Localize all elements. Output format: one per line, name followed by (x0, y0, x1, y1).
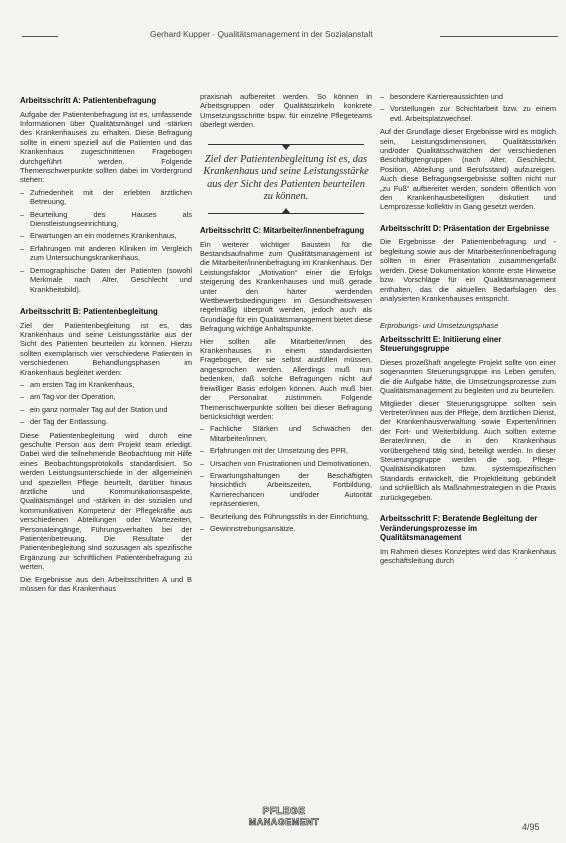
section-e-paragraph: Dieses prozeßhaft angelegte Projekt sollte von einer sogenannten Steuerungsgruppe ins Leben gerufen, die die Aufgabe hätte, die Umsetzungsprozesse zum Qualitätsmanagement zu begleiten und zu beurteilen. (380, 357, 556, 396)
section-c-list (200, 424, 372, 533)
list-item: – Gewinnstrebungsansätze. (200, 524, 372, 533)
section-c-paragraph-2: Hier sollten alle Mitarbeiter/innen des Krankenhauses in einem standardisierten Fragebogen, der sie selbst ausfüllen müssen, angesprochen werden. Allerdings muß nun bedenken, daß solche Befragungen nicht auf freiwilliger Basis erfolgen können. Auch muß hier der Personalrat zustimmen. Folgende Themenschwerpunkte sollten bei dieser Befragung berücksichtigt werden: (200, 336, 372, 421)
list-item: – ein ganz normaler Tag auf der Station und (20, 405, 192, 414)
column-2 (200, 92, 372, 537)
list-item: – Erwartungen an ein modernes Krankenhaus, (20, 231, 192, 240)
list-item: – Beurteilung des Führungsstils in der Einrichtung, (200, 512, 372, 521)
section-a-list (20, 188, 192, 294)
logo-line-2: MANAGEMENT (248, 817, 320, 827)
list-item: – Erfahrungen mit der Umsetzung des PPR, (200, 446, 372, 455)
section-c-paragraph: Ein weiterer wichtiger Baustein für die Bestandsaufnahme zum Qualitätsmanagement ist die Mitarbeiter/innenbefragung im Krankenhaus. Der Leistungsfaktor „Motivation“ einer die Erfolgs steigerung des Krankenhauses und muß gerade unter den härter werdenden Wettbewerbsbedingungen im Gesundheitswesen regelmäßig überprüft werden, jedoch auch als Grundlage für ein Qualitätsmanagement bietet diese Befragung wichtige Anhaltspunkte. (200, 239, 372, 334)
running-header: Gerhard Kupper · Qualitätsmanagement in der Sozialanstalt (150, 29, 373, 39)
logo-line-1: PFLEGE (262, 806, 306, 817)
list-item: – Vorstellungen zur Schichtarbeit bzw. zu einem evtl. Arbeitsplatzwechsel. (380, 104, 556, 123)
section-a-heading: Arbeitsschritt A: Patientenbefragung (20, 96, 157, 105)
results-paragraph: Auf der Grundlage dieser Ergebnisse wird es möglich sein, Leistungsdimensionen, Qualitätsstärken und/oder Qualitätsschwächen der verschiedenen Beschäftigtengruppen (nach Alter, Geschlecht, Position, Abteilung und Berufsstand) aufzuzeigen. Auch diese Befragungsergebnisse sollten nicht nur „zu Fuß“ aufbereitet werden, sondern öffentlich von den Krankenhausbeteiligten diskutiert und Lernprozesse kollektiv in Gang gesetzt werden. (380, 127, 556, 212)
continued-paragraph: praxisnah aufbereitet werden. So können in Arbeitsgruppen oder Qualitätszirkeln konkrete Umsetzungsschritte bspw. für einzelne Pflegeteams überlegt werden. (200, 92, 372, 130)
list-item: – Fachliche Stärken und Schwächen der Mitarbeiter/innen, (200, 424, 372, 443)
section-b-heading: Arbeitsschritt B: Patientenbegleitung (20, 306, 158, 316)
section-b-paragraph-3: Die Ergebnisse aus den Arbeitsschritten A und B müssen für das Krankenhaus (20, 574, 192, 594)
pull-quote (200, 144, 372, 214)
continued-list (380, 92, 556, 123)
section-f-paragraph: Im Rahmen dieses Konzeptes wird das Krankenhaus geschäftsleitung durch (380, 546, 556, 566)
list-item: – der Tag der Entlassung. (20, 417, 192, 426)
section-f-heading: Arbeitsschritt F: Beratende Begleitung der Veränderungsprozesse im Qualitätsmanagement (380, 514, 538, 543)
list-item: – besondere Karriereaussichten und (380, 92, 556, 101)
section-e-paragraph-2: Mitglieder dieser Steuerungsgruppe sollten sein Vertreter/innen aus der Pflege, dem ärztlichen Dienst, der Krankenhausverwaltung sowie Experten/innen der Fort- und Weiterbildung. Auch sollten externe Berater/innen, die in den Krankenhaus vorübergehend tätig sind, beteiligt werden. In dieser Steuerungsgruppe werden die sog. Pflege-Qualitätsindikatoren bzw. systemspezifischen Standards entwickelt, die Projektleitung gebündelt und schließlich als Maßnahmestrategien in die Praxis zurückgegeben. (380, 398, 556, 502)
section-b-list (20, 380, 192, 427)
header-rule-right (440, 36, 558, 37)
section-e-heading: Arbeitsschritt E: Initiierung einer Steuerungsgruppe (380, 334, 502, 354)
section-d-paragraph: Die Ergebnisse der Patientenbefragung und -begleitung sowie aus der Mitarbeiter/innenbefragung sollten in einer Präsentation zusammengefaßt werden. Diese Dokumentation könnte erste Hinweise bzw. Vorschläge für ein Qualitätsmanagement enthalten, das die aktuellen Bedarfslagen des analysierten Krankenhauses entspricht. (380, 237, 556, 303)
page-number: 4/95 (522, 822, 540, 832)
pflege-management-logo (244, 806, 324, 832)
list-item: – Erwartungshaltungen der Beschäftigten hinsichtlich Arbeitszeiten, Fortbildung, Karrierechancen und/oder Autorität repräsentieren, (200, 471, 372, 509)
phase-label: Erprobungs- und Umsetzungsphase (380, 321, 499, 331)
list-item: – Demographische Daten der Patienten (sowohl Merkmale nach Alter, Geschlecht und Krankheitsbild). (20, 266, 192, 294)
list-item: – am ersten Tag im Krankenhaus, (20, 380, 192, 389)
list-item: – Erfahrungen mit anderen Kliniken im Vergleich zum Untersuchungskrankenhaus, (20, 244, 192, 263)
section-b-paragraph: Ziel der Patientenbegleitung ist es, das Krankenhaus und seine Leistungsstärke aus der Sicht des Patienten beurteilen zu können. Hierzu sollten exemplarisch vier verschiedene Patienten in verschiedenen Behandlungsphasen im Krankenhaus begleitet werden: (20, 320, 192, 377)
quote-rule-bottom (208, 213, 364, 214)
section-a-paragraph: Aufgabe der Patientenbefragung ist es, umfassende Informationen über Qualitätsmängel und -stärken des Krankenhauses zu erhalten. Diese Befragung sollte in einem speziell auf die Patienten und das Krankenhaus zugeschnittenen Fragebogen durchgeführt werden. Folgende Themenschwerpunkte sollten dabei im Vordergrund stehen: (20, 109, 192, 185)
section-c-heading: Arbeitsschritt C: Mitarbeiter/innenbefragung (200, 226, 365, 235)
header-rule-left (22, 36, 58, 37)
list-item: – am Tag vor der Operation, (20, 392, 192, 401)
column-3 (380, 92, 556, 569)
list-item: – Ursachen von Frustrationen und Demotivationen, (200, 459, 372, 468)
column-1 (20, 96, 192, 596)
pull-quote-text: Ziel der Patientenbegleitung ist es, das Krankenhaus und seine Leistungsstärke aus der Sicht des Patienten beurteilen zu können. (203, 153, 369, 203)
section-d-heading: Arbeitsschritt D: Präsentation der Ergebnisse (380, 223, 549, 233)
list-item: – Zufriedenheit mit der erlebten ärztlichen Betreuung, (20, 188, 192, 207)
list-item: – Beurteilung des Hauses als Dienstleistungseinrichtung, (20, 210, 192, 229)
section-b-paragraph-2: Diese Patientenbegleitung wird durch eine geschulte Person aus dem Projekt team erledigt. Dabei wird die teilnehmende Beobachtung mit Hilfe eines Beobachtungsprotokolls standardisiert. So werden Leistungsunterschiede in der allgemeinen und speziellen Pflege beurteilt, darüber hinaus ärztliche und Kommunikationsaspekte, Qualitätsmängel und -stärken in der sozialen und kommunikativen Kompetenz der Pflegekräfte aus verschiedenen Abteilungen oder Wartezeiten, Personaleingänge, Führungsverhalten bei der Patientenbetreuung. Die Resultate der Patientenbegleitung sind sozusagen als spezifische Ergänzung zur schriftlichen Patientenbefragung zu werten. (20, 430, 192, 572)
